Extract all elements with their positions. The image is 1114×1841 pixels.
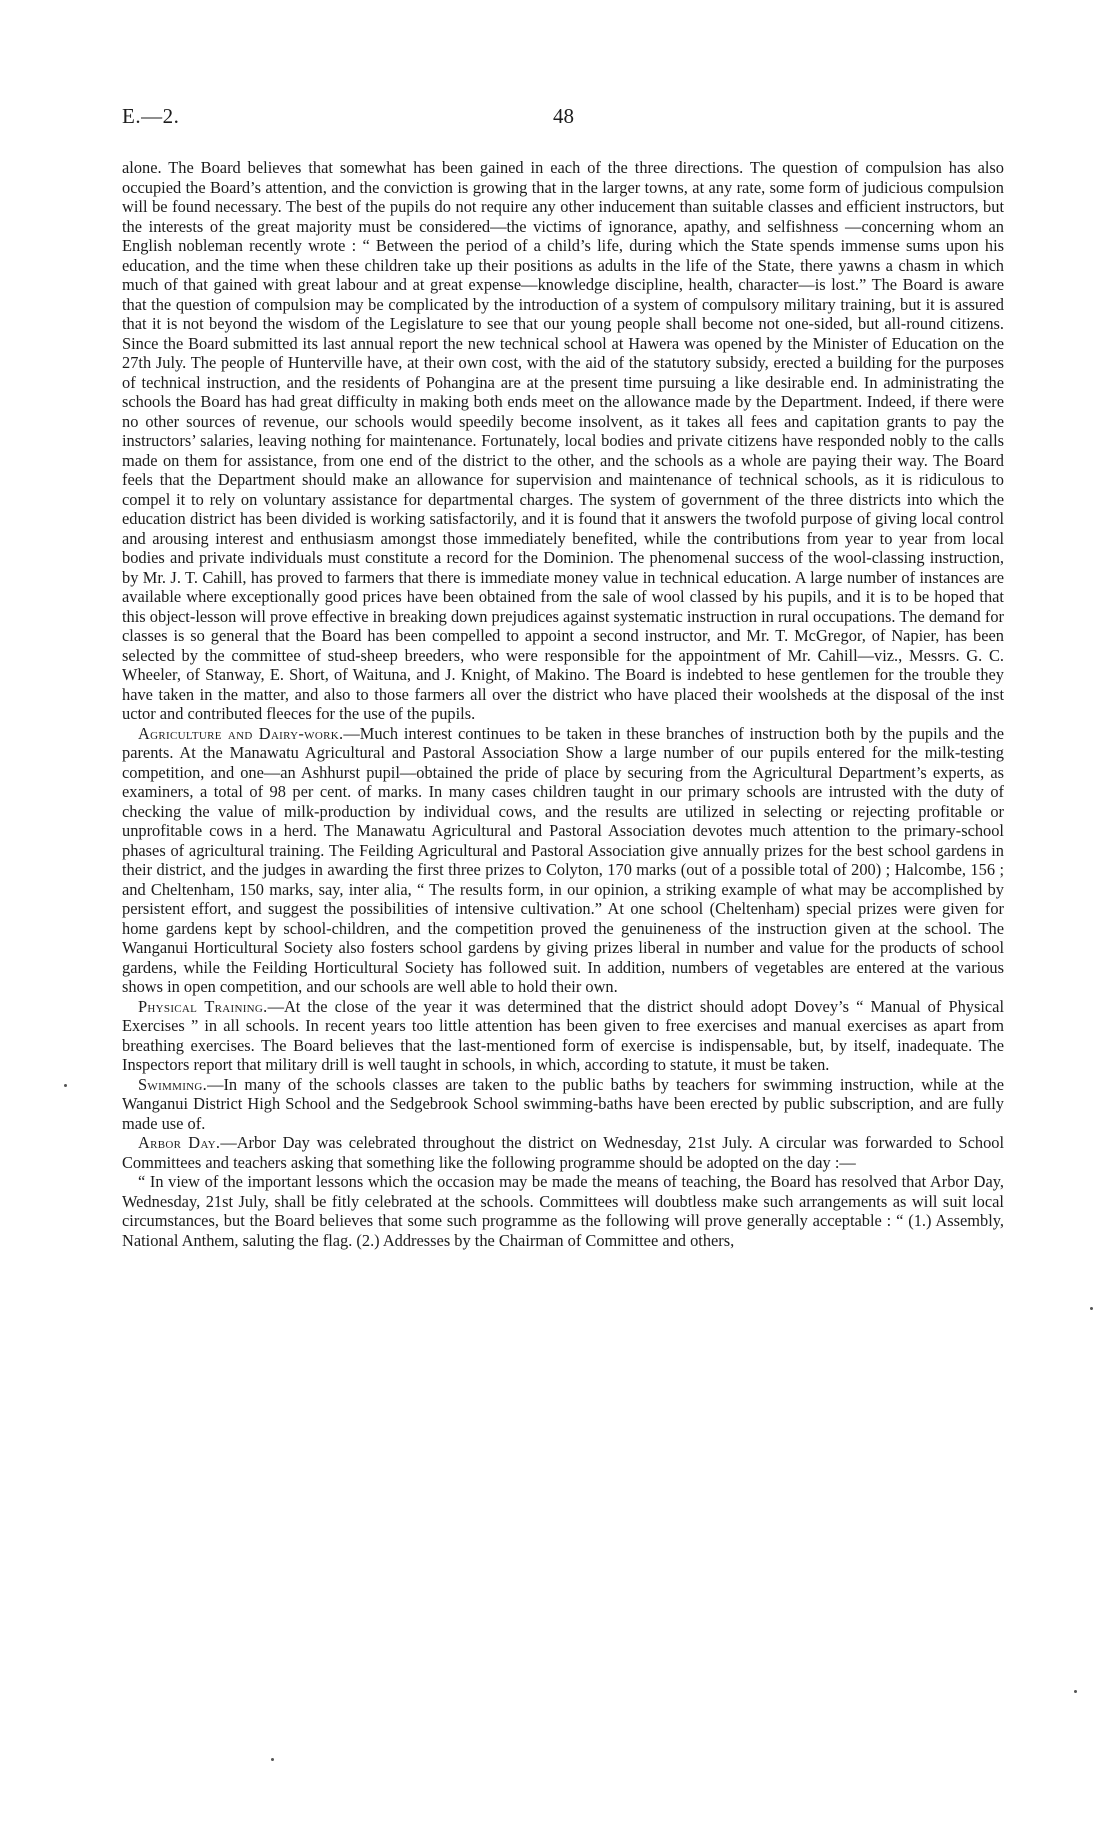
scan-speck bbox=[1074, 1690, 1077, 1693]
page-reference: E.—2. bbox=[122, 104, 180, 128]
section-heading-physical-training: Physical Training. bbox=[138, 996, 268, 1016]
paragraph-swimming bbox=[122, 1075, 1004, 1134]
page-number: 48 bbox=[553, 104, 574, 128]
paragraph-agriculture bbox=[122, 724, 1004, 997]
paragraph-arbor-day bbox=[122, 1133, 1004, 1172]
scan-speck bbox=[271, 1758, 274, 1761]
paragraph-arbor-day-text: —Arbor Day was celebrated throughout the district on Wednesday, 21st July. A circular was forwarded to School Committees and teachers asking that something like the following programme should be adopted on the day :— bbox=[122, 1133, 1005, 1172]
scan-speck bbox=[64, 1084, 67, 1087]
paragraph-swimming-text: —In many of the schools classes are taken to the public baths by teachers for swimming instruction, while at the Wanganui District High School and the Sedgebrook School swimming-baths have been erected by public subscription, and are fully made use of. bbox=[122, 1074, 1004, 1133]
paragraph-physical-training bbox=[122, 997, 1004, 1075]
paragraph-arbor-day-quote: “ In view of the important lessons which the occasion may be made the means of teaching, the Board has resolved that Arbor Day, Wednesday, 21st July, shall be fitly celebrated at the schools. Committees will doubtless make such arrangements as will suit local circumstances, but the Board believes that some such programme as the following will prove generally acceptable : “ (1.) Assembly, National Anthem, saluting the flag. (2.) Addresses by the Chairman of Committee and others, bbox=[122, 1172, 1004, 1250]
section-heading-agriculture: Agriculture and Dairy-work. bbox=[138, 723, 344, 743]
section-heading-swimming: Swimming. bbox=[138, 1074, 208, 1094]
body-text bbox=[122, 158, 1004, 1250]
paragraph-physical-training-text: —At the close of the year it was determined that the district should adopt Dovey’s “ Manual of Physical Exercises ” in all schools. In recent years too little attention has been given to free exercises and manual exercises as apart from breathing exercises. The Board believes that the last-mentioned form of exercise is indispensable, but, by itself, inadequate. The Inspectors report that military drill is well taught in schools, in which, according to statute, it must be taken. bbox=[122, 996, 1004, 1074]
scan-speck bbox=[1090, 1307, 1093, 1310]
section-heading-arbor-day: Arbor Day. bbox=[138, 1133, 221, 1152]
paragraph-agriculture-text: —Much interest continues to be taken in these branches of instruction both by the pupils and the parents. At the Manawatu Agricultural and Pastoral Association Show a large number of our pupils entered for the milk-testing competition, and one—an Ashhurst pupil—obtained the pride of place by securing from the Agricultural Department’s experts, as examiners, a total of 98 per cent. of marks. In many cases children taught in our primary schools are intrusted with the duty of checking the value of milk-production by individual cows, and the results are utilized in selecting or rejecting profitable or unprofitable cows in a herd. The Manawatu Agricultural and Pastoral Association devotes much attention to the primary-school phases of agricultural training. The Feilding Agricultural and Pastoral Association give annually prizes for the best school gardens in their district, and the judges in awarding the first three prizes to Colyton, 170 marks (out of a possible total of 200) ; Halcombe, 156 ; and Cheltenham, 150 marks, say, inter alia, “ The results form, in our opinion, a striking example of what may be accomplished by persistent effort, and suggest the possibilities of intensive cultivation.” At one school (Cheltenham) special prizes were given for home gardens kept by school-children, and the competition proved the genuineness of the instruction given at the school. The Wanganui Horticultural Society also fosters school gardens by giving prizes liberal in number and value for the products of school gardens, while the Feilding Horticultural Society has followed suit. In addition, numbers of vegetables are entered at the various shows in open competition, and our schools are well able to hold their own. bbox=[122, 723, 1004, 996]
paragraph-technical-schools: alone. The Board believes that somewhat has been gained in each of the three directions. The question of compulsion has also occupied the Board’s attention, and the conviction is growing that in the larger towns, at any rate, some form of judicious compulsion will be found necessary. The best of the pupils do not require any other inducement than suitable classes and efficient instructors, but the interests of the great majority must be considered—the victims of ignorance, apathy, and selfishness —concerning whom an English nobleman recently wrote : “ Between the period of a child’s life, during which the State spends immense sums upon his education, and the time when these children take up their positions as adults in the life of the State, there yawns a chasm in which much of that gained with great labour and at great expense—knowledge discipline, health, character—is lost.” The Board is aware that the question of compulsion may be complicated by the introduction of a system of compulsory military training, but it is assured that it is not beyond the wisdom of the Legislature to see that our young people shall become not one-sided, but all-round citizens. Since the Board submitted its last annual report the new technical school at Hawera was opened by the Minister of Education on the 27th July. The people of Hunterville have, at their own cost, with the aid of the statutory subsidy, erected a building for the purposes of technical instruction, and the residents of Pohangina are at the present time pursuing a like desirable end. In administrating the schools the Board has had great difficulty in making both ends meet on the allowance made by the Department. Indeed, if there were no other sources of revenue, our schools would speedily become insolvent, as it takes all fees and capitation grants to pay the instructors’ salaries, leaving nothing for maintenance. Fortunately, local bodies and private citizens have responded nobly to the calls made on them for assistance, from one end of the district to the other, and the schools as a whole are paying their way. The Board feels that the Department should make an allowance for supervision and maintenance of technical schools, as it is ridiculous to compel it to rely on voluntary assistance for departmental charges. The system of government of the three districts into which the education district has been divided is working satisfactorily, and it is found that it answers the twofold purpose of giving local control and arousing interest and enthusiasm amongst those immediately benefited, while the contributions from year to year from local bodies and private individuals must constitute a record for the Dominion. The phenomenal success of the wool-classing instruction, by Mr. J. T. Cahill, has proved to farmers that there is immediate money value in technical education. A large number of instances are available where exceptionally good prices have been obtained from the sale of wool classed by his pupils, and it is to be hoped that this object-lesson will prove effective in breaking down prejudices against systematic instruction in rural occupations. The demand for classes is so general that the Board has been compelled to appoint a second instructor, and Mr. T. McGregor, of Napier, has been selected by the committee of stud-sheep breeders, who were responsible for the appointment of Mr. Cahill—viz., Messrs. G. C. Wheeler, of Stanway, E. Short, of Waituna, and J. Knight, of Makino. The Board is indebted to hese gentlemen for the trouble they have taken in the matter, and also to those farmers all over the district who have placed their woolsheds at the disposal of the inst uctor and contributed fleeces for the use of the pupils. bbox=[122, 158, 1004, 723]
